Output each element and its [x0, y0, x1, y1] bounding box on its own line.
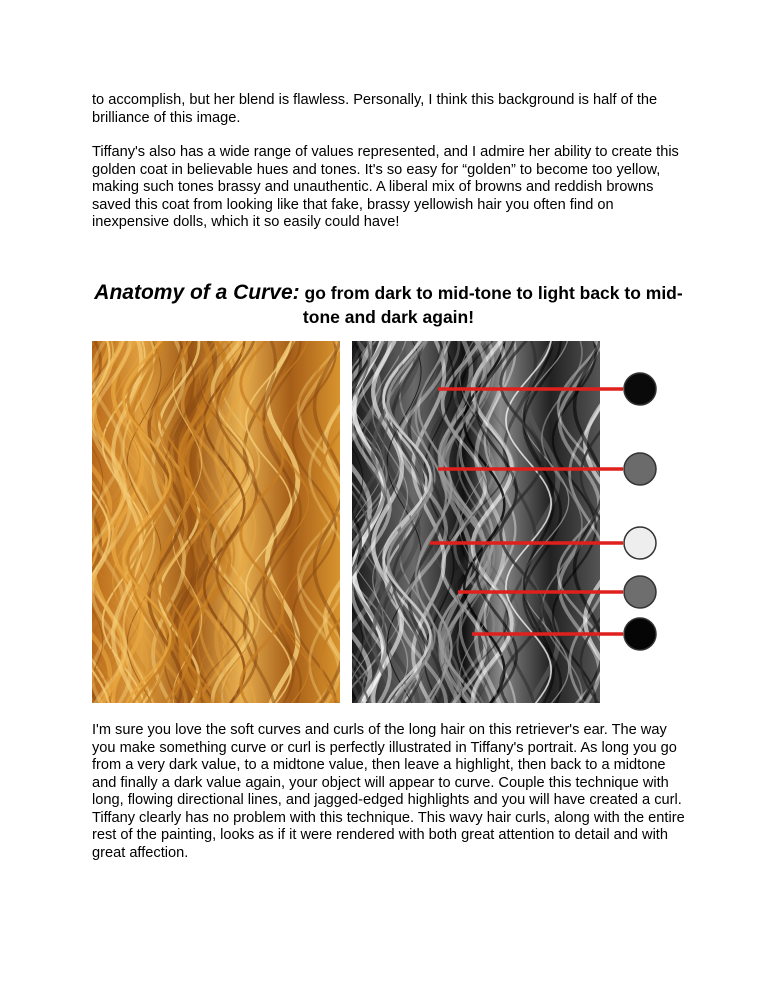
- hair-strand: [373, 330, 408, 714]
- swatch-dark: [624, 618, 656, 650]
- hair-strand: [553, 330, 596, 714]
- paragraph-background: to accomplish, but her blend is flawless. Personally, I think this background is half of the brilliance of this image.: [92, 92, 658, 126]
- hair-strand: [113, 330, 148, 714]
- swatch-dark: [624, 373, 656, 405]
- hair-strand: [522, 330, 568, 714]
- hair-strand: [225, 330, 256, 714]
- hair-strand: [527, 330, 558, 714]
- hair-strand: [400, 330, 435, 714]
- swatch-midtone: [624, 453, 656, 485]
- hair-strand: [443, 330, 486, 714]
- hair-strand: [140, 330, 175, 714]
- hair-strand: [179, 330, 225, 714]
- hair-strand: [122, 330, 158, 714]
- hair-strand: [264, 330, 301, 714]
- hair-strand: [439, 330, 485, 714]
- hair-strand: [475, 330, 515, 714]
- hair-strand: [473, 330, 512, 714]
- hair-strand: [182, 330, 229, 714]
- hair-strand: [419, 330, 459, 714]
- golden-hair-image: [64, 330, 365, 714]
- hair-strand: [217, 330, 257, 714]
- hair-strand: [524, 330, 554, 714]
- hair-strand: [382, 330, 418, 714]
- hair-strand: [293, 330, 336, 714]
- hair-strand: [384, 330, 415, 714]
- hair-strand: [315, 330, 343, 714]
- hair-strand: [156, 330, 186, 714]
- paragraph-curls: I'm sure you love the soft curves and curls of the long hair on this retriever's ear. The way you make something curve or curl is perfectly illustrated in Tiffany's portrait. As long you go from a very dark value, to a midtone value, then leave a highlight, then back to a midtone and finally a dark value again, your object will appear to curve. Couple this technique with long, flowing directional lines, and jagged-edged highlights and you will have created a curl. Tiffany clearly has no problem with this technique. This wavy hair curls, along with the entire rest of the painting, looks as if it were rendered with both great attention to detail and with great affection.: [92, 722, 685, 861]
- hair-strand: [324, 330, 361, 714]
- hair-strand: [330, 330, 370, 714]
- hair-strand: [244, 330, 275, 714]
- hair-strand: [325, 330, 364, 714]
- hair-strand: [442, 330, 489, 714]
- hair-strand: [436, 330, 475, 714]
- hair-strand: [87, 330, 125, 714]
- value-pointer-lines: [430, 389, 623, 634]
- hair-strand: [113, 330, 142, 714]
- hair-strand: [575, 330, 603, 714]
- hair-strand: [128, 330, 172, 714]
- hair-strand: [71, 330, 103, 714]
- hair-strand: [413, 330, 444, 714]
- hair-strand: [102, 330, 140, 714]
- hair-strand: [409, 330, 442, 714]
- hair-strand: [87, 330, 123, 714]
- hair-strand: [347, 330, 383, 714]
- hair-strand: [72, 330, 119, 714]
- hair-strand: [164, 330, 194, 714]
- hair-strand: [485, 330, 516, 714]
- hair-strand: [70, 330, 109, 714]
- hair-strand: [363, 330, 405, 714]
- swatch-midtone: [624, 576, 656, 608]
- hair-strand: [501, 330, 543, 714]
- hair-strand: [447, 330, 485, 714]
- hair-strand: [149, 330, 182, 714]
- hair-strand: [133, 330, 163, 714]
- hair-strand: [64, 330, 111, 714]
- hair-strand: [385, 330, 424, 714]
- hair-strand: [92, 330, 123, 714]
- hair-strand: [127, 330, 161, 714]
- hair-strand: [80, 330, 127, 714]
- hair-strand: [324, 330, 371, 714]
- hair-strand: [585, 330, 624, 714]
- hair-strand: [416, 330, 446, 714]
- hair-strand: [282, 330, 322, 714]
- hair-strand: [461, 330, 508, 714]
- hair-strand: [506, 330, 551, 714]
- hair-strand: [113, 330, 141, 714]
- hair-strand: [524, 330, 561, 714]
- hair-strand: [347, 330, 385, 714]
- hair-strand: [321, 330, 365, 714]
- hair-strand: [388, 330, 432, 714]
- hair-strand: [331, 330, 363, 714]
- hair-strand: [399, 330, 446, 714]
- hair-strand: [139, 330, 186, 714]
- hair-strand: [460, 330, 490, 714]
- hair-strand: [504, 330, 535, 714]
- hair-strand: [204, 330, 244, 714]
- hair-strand: [340, 330, 387, 714]
- hair-strand: [424, 330, 454, 714]
- hair-strand: [373, 330, 401, 714]
- hair-strand: [581, 330, 625, 714]
- hair-strand: [542, 330, 582, 714]
- hair-strand: [262, 330, 308, 714]
- hair-strand: [558, 330, 605, 714]
- hair-strand: [477, 330, 517, 714]
- hair-strand: [354, 330, 384, 714]
- hair-strand: [482, 330, 519, 714]
- hair-strand: [455, 330, 494, 714]
- hair-strand: [298, 330, 345, 714]
- hair-strand: [70, 330, 110, 714]
- hair-strand: [176, 330, 215, 714]
- hair-strand: [246, 330, 291, 714]
- heading-rest: go from dark to mid-tone to light back to mid-tone and dark again!: [299, 283, 683, 327]
- hair-strand: [460, 330, 493, 714]
- hair-strand: [222, 330, 259, 714]
- hair-strand: [559, 330, 599, 714]
- hair-strand: [92, 330, 130, 714]
- hair-strand: [264, 330, 294, 714]
- hair-strand: [458, 330, 495, 714]
- hair-strand: [181, 330, 211, 714]
- hair-strand: [373, 330, 402, 714]
- hair-strand: [103, 330, 145, 714]
- paragraph-golden-coat: Tiffany's also has a wide range of values represented, and I admire her ability to create this golden coat in believable hues and tones. It's so easy for “golden” to become too yellow, making such tones brassy and unauthentic. A liberal mix of browns and reddish browns saved this coat from looking like that fake, brassy yellowish hair you often find on inexpensive dolls, which it so easily could have!: [92, 144, 679, 230]
- hair-strand: [198, 330, 235, 714]
- hair-strand: [419, 330, 452, 714]
- hair-strand: [159, 330, 199, 714]
- hair-strand: [153, 330, 184, 714]
- hair-strand: [332, 330, 379, 714]
- hair-strand: [429, 330, 472, 714]
- hair-strand: [213, 330, 252, 714]
- hair-strand: [433, 330, 462, 714]
- hair-strand: [362, 330, 400, 714]
- hair-strand: [384, 330, 431, 714]
- hair-strand: [195, 330, 234, 714]
- hair-strand: [201, 330, 248, 714]
- hair-strand: [196, 330, 229, 714]
- hair-strand: [330, 330, 369, 714]
- section-heading: [80, 281, 697, 329]
- hair-strand: [352, 330, 383, 714]
- value-swatches: [624, 373, 656, 650]
- greyscale-hair-image: [324, 330, 625, 714]
- hair-strand: [393, 330, 423, 714]
- hair-strand: [173, 330, 202, 714]
- hair-strand: [310, 330, 349, 714]
- hair-strand: [124, 330, 155, 714]
- hair-strand: [464, 330, 504, 714]
- heading-lead: Anatomy of a Curve:: [94, 281, 300, 304]
- hair-strand: [94, 330, 124, 714]
- hair-strand: [159, 330, 192, 714]
- hair-strand: [64, 330, 101, 714]
- hair-strand: [125, 330, 164, 714]
- hair-strand: [77, 330, 113, 714]
- hair-strand: [570, 330, 609, 714]
- hair-strand: [200, 330, 233, 714]
- hair-strand: [215, 330, 255, 714]
- hair-strand: [441, 330, 471, 714]
- hair-strand: [241, 330, 283, 714]
- hair-strand: [476, 330, 504, 714]
- hair-strand: [169, 330, 212, 714]
- hair-strand: [337, 330, 373, 714]
- hair-strand: [124, 330, 171, 714]
- hair-strand: [387, 330, 421, 714]
- swatch-light: [624, 527, 656, 559]
- hair-strand: [124, 330, 167, 714]
- hair-strand: [187, 330, 225, 714]
- hair-strand: [384, 330, 427, 714]
- hair-strand: [216, 330, 244, 714]
- hair-strand: [183, 330, 226, 714]
- hair-strand: [299, 330, 339, 714]
- hair-strand: [200, 330, 230, 714]
- hair-strand: [456, 330, 489, 714]
- hair-strand: [267, 330, 298, 714]
- hair-strand: [352, 330, 390, 714]
